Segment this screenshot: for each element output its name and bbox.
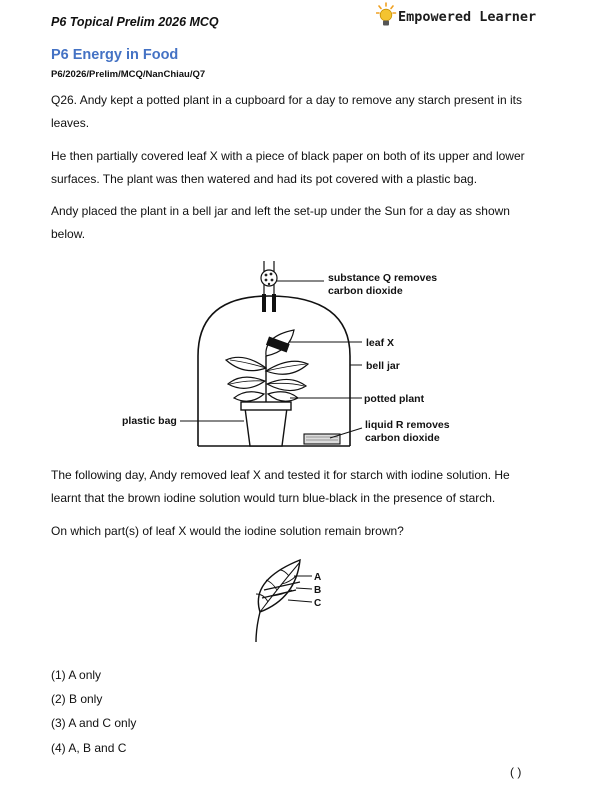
- leaf-label-b: B: [314, 585, 322, 596]
- substance-q-label: substance Q removes: [328, 272, 438, 284]
- question-reference: P6/2026/Prelim/MCQ/NanChiau/Q7: [51, 69, 206, 80]
- liquid-r-label-2: carbon dioxide: [365, 432, 440, 444]
- plastic-bag-label: plastic bag: [122, 415, 177, 427]
- logo-text: Empowered Learner: [398, 9, 537, 25]
- leaf-label-c: C: [314, 598, 322, 609]
- brand-logo: [376, 2, 538, 32]
- leaf-x-label: leaf X: [366, 337, 395, 349]
- leaf-x-diagram: [242, 550, 347, 650]
- leaf-outline: [258, 560, 300, 612]
- flower-pot: [245, 408, 287, 446]
- leaf-label-a: A: [314, 572, 322, 583]
- experiment-diagram: [114, 256, 474, 454]
- worksheet-header-title: P6 Topical Prelim 2026 MCQ: [51, 15, 219, 29]
- bell-jar-label: bell jar: [366, 360, 400, 372]
- stopper-left: [262, 294, 266, 312]
- lightbulb-icon: [376, 2, 398, 32]
- liquid-r-container: [304, 434, 340, 444]
- question-paragraph-5: On which part(s) of leaf X would the iodine solution remain brown?: [51, 524, 404, 538]
- answer-option-4[interactable]: (4) A, B and C: [51, 741, 127, 755]
- substance-q-label-2: carbon dioxide: [328, 285, 403, 297]
- answer-bracket[interactable]: ( ): [510, 765, 522, 779]
- leaf-stalk: [256, 612, 260, 642]
- question-paragraph-1: Q26. Andy kept a potted plant in a cupboard for a day to remove any starch present in its leaves.: [51, 93, 522, 130]
- answer-option-1[interactable]: (1) A only: [51, 668, 102, 682]
- stopper-right: [272, 294, 276, 312]
- question-paragraph-4: The following day, Andy removed leaf X and tested it for starch with iodine solution. He learnt that the brown iodine solution would turn blue-black in the presence of starch.: [51, 468, 510, 505]
- question-paragraph-2: He then partially covered leaf X with a piece of black paper on both of its upper and lower surfaces. The plant was then watered and had its pot covered with a plastic bag.: [51, 149, 525, 186]
- liquid-r-label: liquid R removes: [365, 419, 450, 431]
- answer-option-3[interactable]: (3) A and C only: [51, 716, 137, 730]
- potted-plant-label: potted plant: [364, 393, 425, 405]
- answer-option-2[interactable]: (2) B only: [51, 692, 103, 706]
- topic-heading: P6 Energy in Food: [51, 47, 179, 63]
- question-paragraph-3: Andy placed the plant in a bell jar and left the set-up under the Sun for a day as shown below.: [51, 204, 510, 241]
